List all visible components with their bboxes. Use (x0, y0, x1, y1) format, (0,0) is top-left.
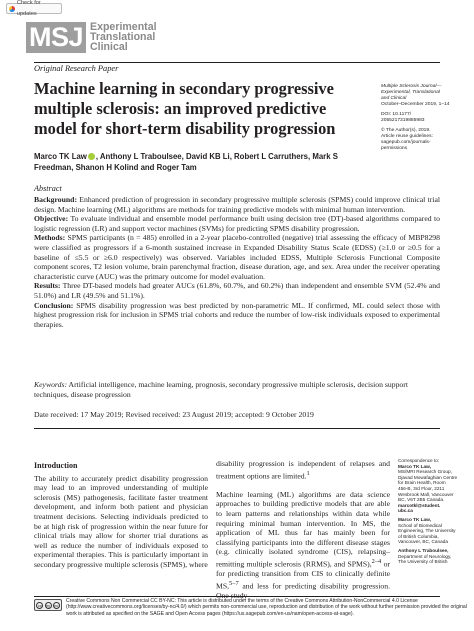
affiliation-line: The University of British (398, 559, 448, 565)
column-2-paragraph-1: disability progression is independent of relapses and treatment options are limited.$^1$ (216, 459, 390, 481)
keywords-text: Artificial intelligence, machine learning, prognosis, secondary progressive multiple sclerosis, decision support techniques, disease progression (34, 380, 408, 399)
abstract-body (34, 195, 440, 329)
body-column-2 (216, 459, 390, 600)
article-title: Machine learning in secondary progressive multiple sclerosis: an improved predictive model for short-term disability progression (34, 79, 336, 138)
address-line: Wesbrook Mall, Vancouver (398, 491, 454, 497)
check-for-updates-label: Check for updates (16, 0, 41, 17)
address-line: BC, V6T 2B5 Canada. (398, 497, 445, 503)
abstract-results: Results: Three DT-based models had greater AUCs (61.8%, 60.7%, and 60.2%) than independent and ensemble SVM (52.4% and 51.0%) and LR (49.5% and 51.1%). (34, 281, 440, 300)
journal-name: Multiple Sclerosis Journal— (381, 84, 442, 89)
logo-word: Translational (90, 30, 156, 43)
citation-ref[interactable]: 2–4 (371, 557, 382, 565)
crossmark-icon (9, 6, 15, 12)
footer-rule (34, 596, 440, 597)
reuse-line-3[interactable]: permissions (381, 146, 408, 151)
affiliation-line: School of Biomedical (398, 522, 442, 528)
correspondence-sidebar (398, 458, 472, 565)
journal-name-3: and Clinical (381, 96, 407, 101)
column-2-paragraph-2: Machine learning (ML) algorithms are data science approaches to building predictive models that are able to learn patterns and relationships within data while requiring minimal human intervention. In MS, the application of ML thus far has mainly been for classifying participants into the different disease stages (e.g. clinically isolated syndrome (CIS), relapsing–remitting multiple sclerosis (RRMS), and SPMS),$^{2-4}$ or for predicting transition from CIS to clinically definite MS,$^{5-7}$ and less for predicting disability progression. One study (216, 489, 390, 600)
journal-name-2: Experimental, Translational (381, 90, 440, 95)
cc-license-badge[interactable] (34, 599, 62, 611)
reuse-line-1: Article reuse guidelines: (381, 134, 433, 139)
address-line: 456-B, 3rd Floor, 2211 (398, 485, 445, 491)
affiliation-line: Department of Neurology, (398, 553, 452, 559)
affiliation-author: Marco TK Law, (398, 516, 431, 522)
section-rule (34, 428, 440, 429)
keywords (34, 380, 440, 400)
by-icon: by (45, 602, 51, 608)
citation-ref[interactable]: 1 (306, 469, 310, 477)
doi-line-1[interactable]: DOI: 10.1177/ (381, 112, 412, 117)
journal-logo-mark: MSJ (26, 22, 86, 53)
article-type-label: Original Research Paper (34, 64, 119, 73)
affiliation-line: of British Columbia, (398, 533, 439, 539)
first-author[interactable]: Marco TK Law (34, 152, 87, 161)
keywords-label: Keywords: (34, 380, 68, 389)
nc-icon: nc (54, 602, 59, 608)
journal-logo-words (90, 23, 190, 52)
abstract-background: Background: Enhanced prediction of progression in secondary progressive multiple sclerosis (SPMS) could improve clinical trial design. Machine learning (ML) algorithms are methods for training predictive models with minimal human intervention. (34, 195, 440, 214)
address-line: for Brain Health, Room (398, 480, 446, 486)
cc-icon: cc (37, 602, 42, 608)
affiliation-line: Vancouver, BC, Canada (398, 539, 448, 545)
address-line: MS/MRI Research Group, (398, 469, 452, 475)
logo-word: Clinical (90, 40, 128, 53)
other-authors: , Anthony L Traboulsee, David KB Li, Robert L Carruthers, Mark S Freedman, Shanon H Kolind and Roger Tam (34, 152, 338, 172)
header-rule (34, 62, 440, 63)
orcid-icon[interactable] (88, 153, 95, 160)
article-dates: Date received: 17 May 2019; Revised received: 23 August 2019; accepted: 9 October 2019 (34, 410, 314, 419)
email-link-1[interactable]: marcotkl@student. (398, 502, 441, 508)
journal-meta (381, 84, 471, 152)
corresponding-author: Marco TK Law, (398, 463, 431, 469)
abstract-objective: Objective: To evaluate individual and ensemble model performance built using decision tree (DT)-based algorithms compared to logistic regression (LR) and support vector machines (SVMs) for predicting SPMS disability progression. (34, 214, 440, 233)
affiliation-line: Engineering, The University (398, 528, 456, 534)
abstract-conclusion: Conclusion: SPMS disability progression was best predicted by non-parametric ML. If confirmed, ML could select those with highest progression risk for inclusion in SPMS trial cohorts and reduce the number of low-risk individuals exposed to experimental therapies. (34, 300, 440, 329)
correspondence-heading: Correspondence to: (398, 458, 440, 463)
license-text: Creative Commons Non Commercial CC BY-NC: This article is distributed under the terms of the Creative Commons Attribution-NonCommercial 4.0 License (http://www.creativecommons.org/licenses/by-nc/4.0/) which permits non-commercial use, reproduction and distribution of the work without further permission provided the original work is attributed as specified on the SAGE and Open Access pages (https://us.sagepub.com/en-us/nam/open-access-at-sage). (66, 598, 467, 617)
address-line: Djavad Mowafaghian Centre (398, 474, 458, 480)
author-list (34, 151, 370, 173)
issue-date: October–December 2019, 1–14 (381, 102, 450, 107)
citation-ref[interactable]: 5–7 (229, 579, 239, 587)
doi-line-2[interactable]: 2055217319885983 (381, 118, 425, 123)
affiliation-author: Anthony L Traboulsee, (398, 547, 449, 553)
intro-paragraph: The ability to accurately predict disability progression may lead to an improved understanding of multiple sclerosis (MS) pathogenesis, facilitate faster treatment development, and inform both patient and physician treatment decisions. Selecting individuals predicted to be at high risk of progression within the near future for clinical trials may allow for shorter trial durations as well as reduce the number of individuals exposed to experimental therapies. This is particularly important in secondary progressive multiple sclerosis (SPMS), where (34, 473, 208, 569)
copyright: © The Author(s), 2019. (381, 128, 431, 133)
reuse-line-2[interactable]: sagepub.com/journals- (381, 140, 431, 145)
body-column-1 (34, 461, 208, 570)
logo-word: Experimental (90, 21, 157, 33)
email-link-2[interactable]: ubc.ca (398, 508, 413, 514)
introduction-heading: Introduction (34, 461, 78, 470)
abstract-methods: Methods: SPMS participants (n = 485) enrolled in a 2-year placebo-controlled (negative) trial assessing the efficacy of MBP8298 were classified as progressors if a 6-month sustained increase in Expanded Disability Status Scale (EDSS) (≥1.0 or ≥0.5 for a baseline of ≤5.5 or ≥6.0 respectively) was observed. Variables included EDSS, Multiple Sclerosis Functional Composite component scores, T2 lesion volume, brain parenchymal fraction, disease duration, age, and sex. Area under the receiver operating characteristic curve (AUC) was the primary outcome for model evaluation. (34, 233, 440, 281)
abstract-heading: Abstract (34, 184, 62, 193)
check-for-updates-badge[interactable] (6, 0, 62, 17)
